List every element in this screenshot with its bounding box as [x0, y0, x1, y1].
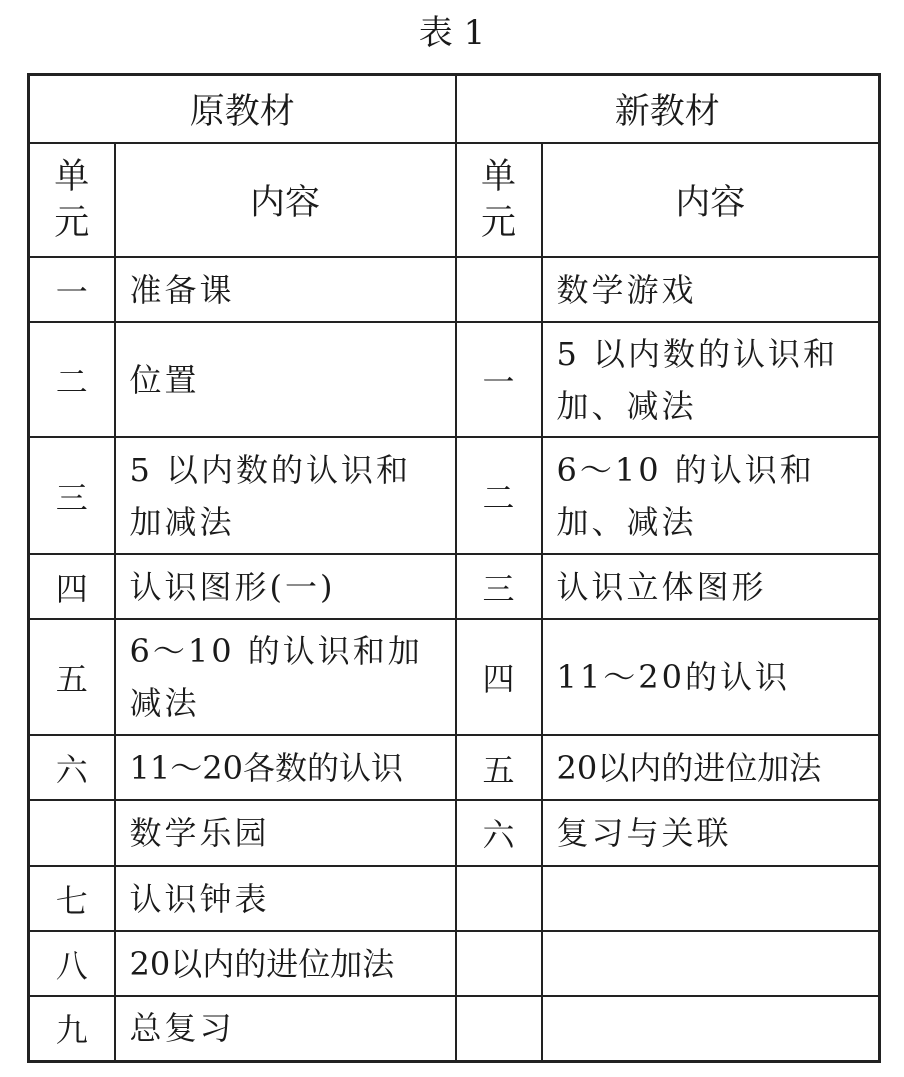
old-unit-cell: 五 [29, 619, 115, 735]
table-row [29, 735, 880, 800]
new-content-cell: 数学游戏 [542, 257, 880, 322]
table-row [29, 931, 880, 996]
new-unit-header [456, 143, 542, 257]
new-unit-cell: 五 [456, 735, 542, 800]
old-content-cell: 5 以内数的认识和加减法 [115, 437, 456, 554]
new-textbook-header: 新教材 [456, 75, 880, 144]
table-row [29, 800, 880, 866]
new-content-cell: 11～20的认识 [542, 619, 880, 735]
new-content-header: 内容 [542, 143, 880, 257]
new-unit-cell [456, 257, 542, 322]
old-unit-cell: 二 [29, 322, 115, 437]
old-content-cell: 位置 [115, 322, 456, 437]
table-row [29, 996, 880, 1061]
table-row [29, 554, 880, 619]
table-row [29, 257, 880, 322]
old-unit-cell [29, 800, 115, 866]
old-unit-cell: 八 [29, 931, 115, 996]
table-group-header-row [29, 75, 880, 144]
new-content-cell: 6～10 的认识和加、减法 [542, 437, 880, 554]
old-unit-cell: 六 [29, 735, 115, 800]
new-content-cell: 复习与关联 [542, 800, 880, 866]
new-content-cell: 20以内的进位加法 [542, 735, 880, 800]
old-unit-cell: 三 [29, 437, 115, 554]
new-unit-cell: 二 [456, 437, 542, 554]
table-column-header-row [29, 143, 880, 257]
old-content-header: 内容 [115, 143, 456, 257]
old-content-cell: 11～20各数的认识 [115, 735, 456, 800]
old-content-cell: 认识钟表 [115, 866, 456, 931]
old-content-cell: 认识图形(一) [115, 554, 456, 619]
new-unit-cell: 四 [456, 619, 542, 735]
new-content-cell: 5 以内数的认识和加、减法 [542, 322, 880, 437]
new-unit-cell: 一 [456, 322, 542, 437]
new-unit-header-label: 单元 [481, 157, 517, 243]
new-content-cell [542, 931, 880, 996]
new-unit-cell [456, 996, 542, 1061]
old-unit-header-label: 单元 [54, 157, 90, 243]
old-unit-header [29, 143, 115, 257]
old-content-cell: 准备课 [115, 257, 456, 322]
new-content-cell [542, 866, 880, 931]
table-caption: 表 1 [418, 13, 486, 53]
table-row [29, 437, 880, 554]
old-content-cell: 总复习 [115, 996, 456, 1061]
curriculum-comparison-table [27, 73, 881, 1063]
new-unit-cell [456, 866, 542, 931]
table-row [29, 619, 880, 735]
old-unit-cell: 一 [29, 257, 115, 322]
old-unit-cell: 九 [29, 996, 115, 1061]
old-content-cell: 数学乐园 [115, 800, 456, 866]
new-unit-cell [456, 931, 542, 996]
table-row [29, 866, 880, 931]
new-content-cell: 认识立体图形 [542, 554, 880, 619]
new-unit-cell: 六 [456, 800, 542, 866]
old-unit-cell: 七 [29, 866, 115, 931]
table-row [29, 322, 880, 437]
new-content-cell [542, 996, 880, 1061]
new-unit-cell: 三 [456, 554, 542, 619]
old-unit-cell: 四 [29, 554, 115, 619]
old-textbook-header: 原教材 [29, 75, 456, 144]
old-content-cell: 20以内的进位加法 [115, 931, 456, 996]
old-content-cell: 6～10 的认识和加减法 [115, 619, 456, 735]
